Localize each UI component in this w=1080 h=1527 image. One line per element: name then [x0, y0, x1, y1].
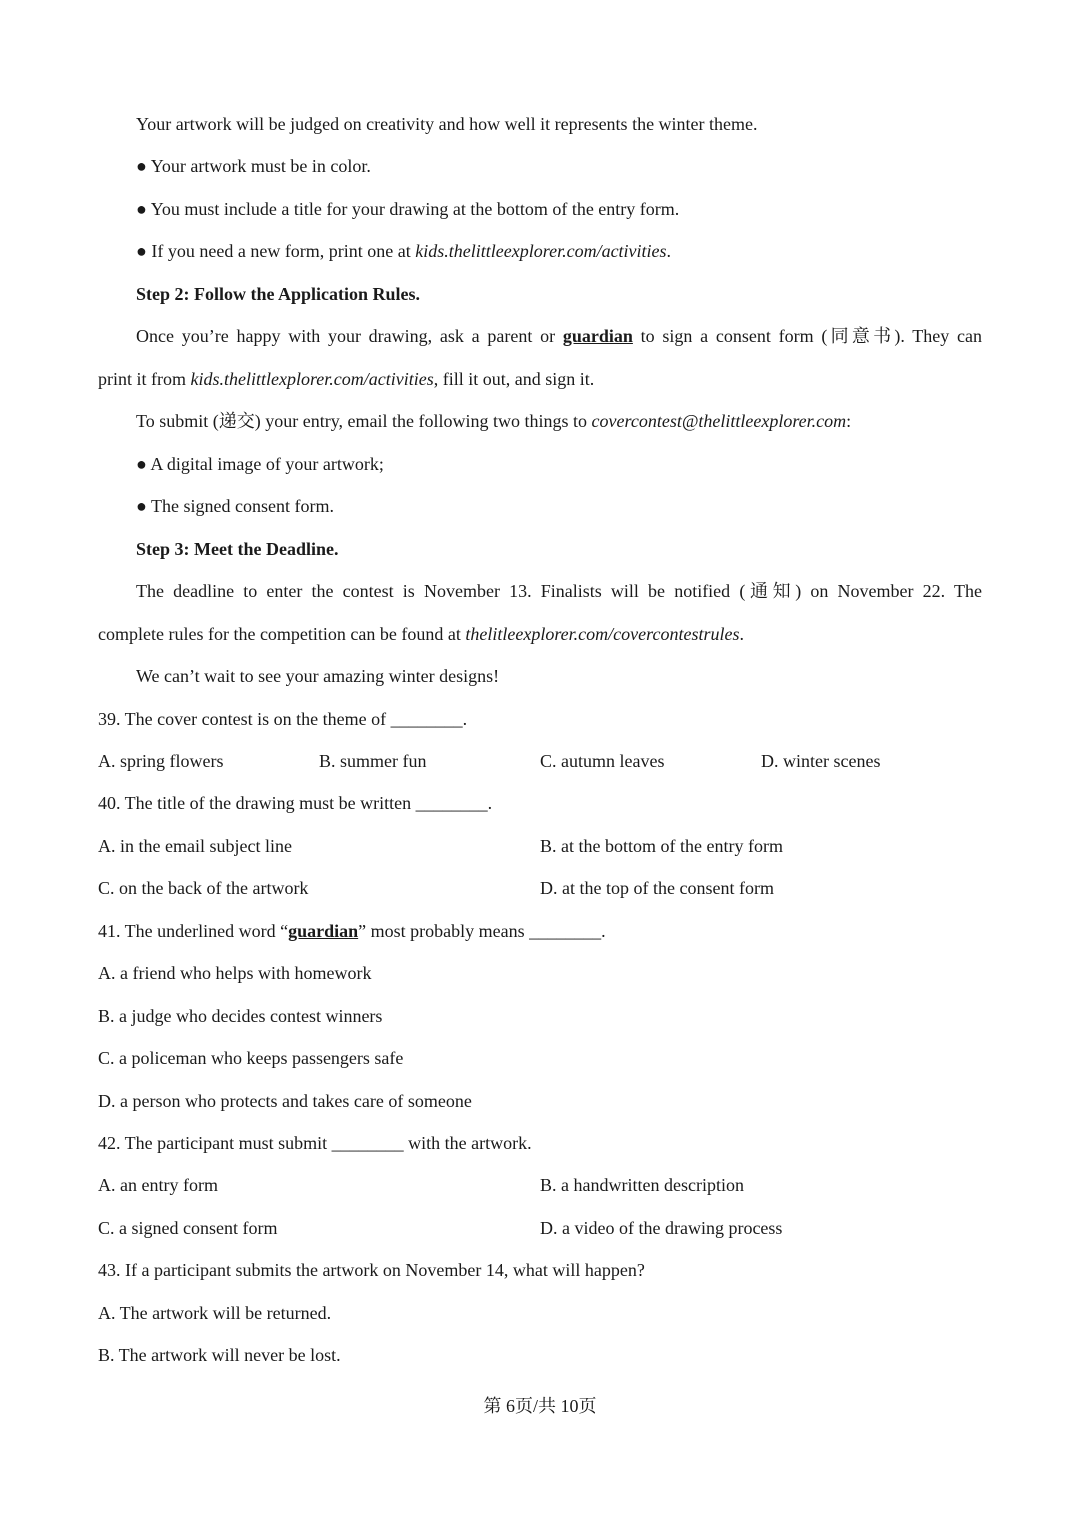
q41-stem-end: ” most probably means ________.	[358, 921, 606, 941]
q39-option-c: C. autumn leaves	[540, 751, 665, 771]
submit-email: covercontest@thelittleexplorer.com	[591, 411, 847, 431]
step2-text2-end: , fill it out, and sign it.	[433, 369, 595, 389]
q42-stem: 42. The participant must submit ________ with the artwork.	[98, 1133, 532, 1153]
q41-stem-text: 41. The underlined word “	[98, 921, 289, 941]
q43-stem: 43. If a participant submits the artwork on November 14, what will happen?	[98, 1260, 645, 1280]
page-footer: 第 6页/共 10页	[483, 1396, 597, 1416]
guardian-word: guardian	[562, 326, 633, 346]
submit-text-end: :	[846, 411, 852, 431]
deadline-text: complete rules for the competition can be found at	[98, 624, 466, 644]
q42-option-c: C. a signed consent form	[98, 1218, 278, 1238]
bullet-color: ● Your artwork must be in color.	[136, 156, 371, 176]
q40-option-c: C. on the back of the artwork	[98, 878, 309, 898]
q40-options-row1	[98, 834, 982, 858]
q39-option-d: D. winter scenes	[761, 751, 881, 771]
q39-stem: 39. The cover contest is on the theme of ________.	[98, 709, 468, 729]
q42-options-row1	[98, 1173, 982, 1197]
bullet-form-text: ● If you need a new form, print one at	[136, 241, 416, 261]
q41-option-c: C. a policeman who keeps passengers safe	[98, 1048, 404, 1068]
q39-option-a: A. spring flowers	[98, 751, 224, 771]
q40-options-row2	[98, 876, 982, 900]
deadline-url: thelitleexplorer.com/covercontestrules	[465, 624, 740, 644]
q41-stem	[98, 919, 982, 943]
q41-option-d: D. a person who protects and takes care of someone	[98, 1091, 472, 1111]
closing-line: We can’t wait to see your amazing winter designs!	[136, 666, 500, 686]
bullet-form	[136, 239, 982, 263]
q40-option-b: B. at the bottom of the entry form	[540, 836, 783, 856]
q39-option-b: B. summer fun	[319, 751, 427, 771]
step2-paragraph-line1	[136, 324, 982, 348]
submit-text: To submit (递交) your entry, email the following two things to	[136, 411, 592, 431]
step3-heading: Step 3: Meet the Deadline.	[136, 539, 339, 559]
step2-paragraph-line2	[98, 367, 982, 391]
bullet-form-url: kids.thelittleexplorer.com/activities	[415, 241, 667, 261]
step2-text2: print it from	[98, 369, 191, 389]
submit-line	[136, 409, 982, 433]
q43-option-b: B. The artwork will never be lost.	[98, 1345, 341, 1365]
deadline-text-end: .	[739, 624, 744, 644]
q41-underlined-word: guardian	[288, 921, 359, 941]
step2-heading: Step 2: Follow the Application Rules.	[136, 284, 421, 304]
step2-text-end: to sign a consent form (同意书). They can	[632, 326, 982, 346]
q40-stem: 40. The title of the drawing must be written ________.	[98, 793, 493, 813]
step2-text: Once you’re happy with your drawing, ask a parent or	[136, 326, 563, 346]
bullet-form-end: .	[666, 241, 672, 261]
deadline-line2	[98, 622, 982, 646]
step2-url: kids.thelittlexplorer.com/activities	[190, 369, 434, 389]
q40-option-d: D. at the top of the consent form	[540, 878, 774, 898]
q42-option-b: B. a handwritten description	[540, 1175, 744, 1195]
q42-option-d: D. a video of the drawing process	[540, 1218, 783, 1238]
bullet-title: ● You must include a title for your drawing at the bottom of the entry form.	[136, 199, 680, 219]
q41-option-b: B. a judge who decides contest winners	[98, 1006, 383, 1026]
bullet-consent: ● The signed consent form.	[136, 496, 334, 516]
q42-options-row2	[98, 1216, 982, 1240]
bullet-image: ● A digital image of your artwork;	[136, 454, 384, 474]
q40-option-a: A. in the email subject line	[98, 836, 292, 856]
q41-option-a: A. a friend who helps with homework	[98, 963, 372, 983]
q43-option-a: A. The artwork will be returned.	[98, 1303, 332, 1323]
deadline-line1: The deadline to enter the contest is November 13. Finalists will be notified (通知) on November 22. The	[136, 581, 982, 601]
q42-option-a: A. an entry form	[98, 1175, 218, 1195]
passage-judging: Your artwork will be judged on creativity and how well it represents the winter theme.	[136, 114, 758, 134]
